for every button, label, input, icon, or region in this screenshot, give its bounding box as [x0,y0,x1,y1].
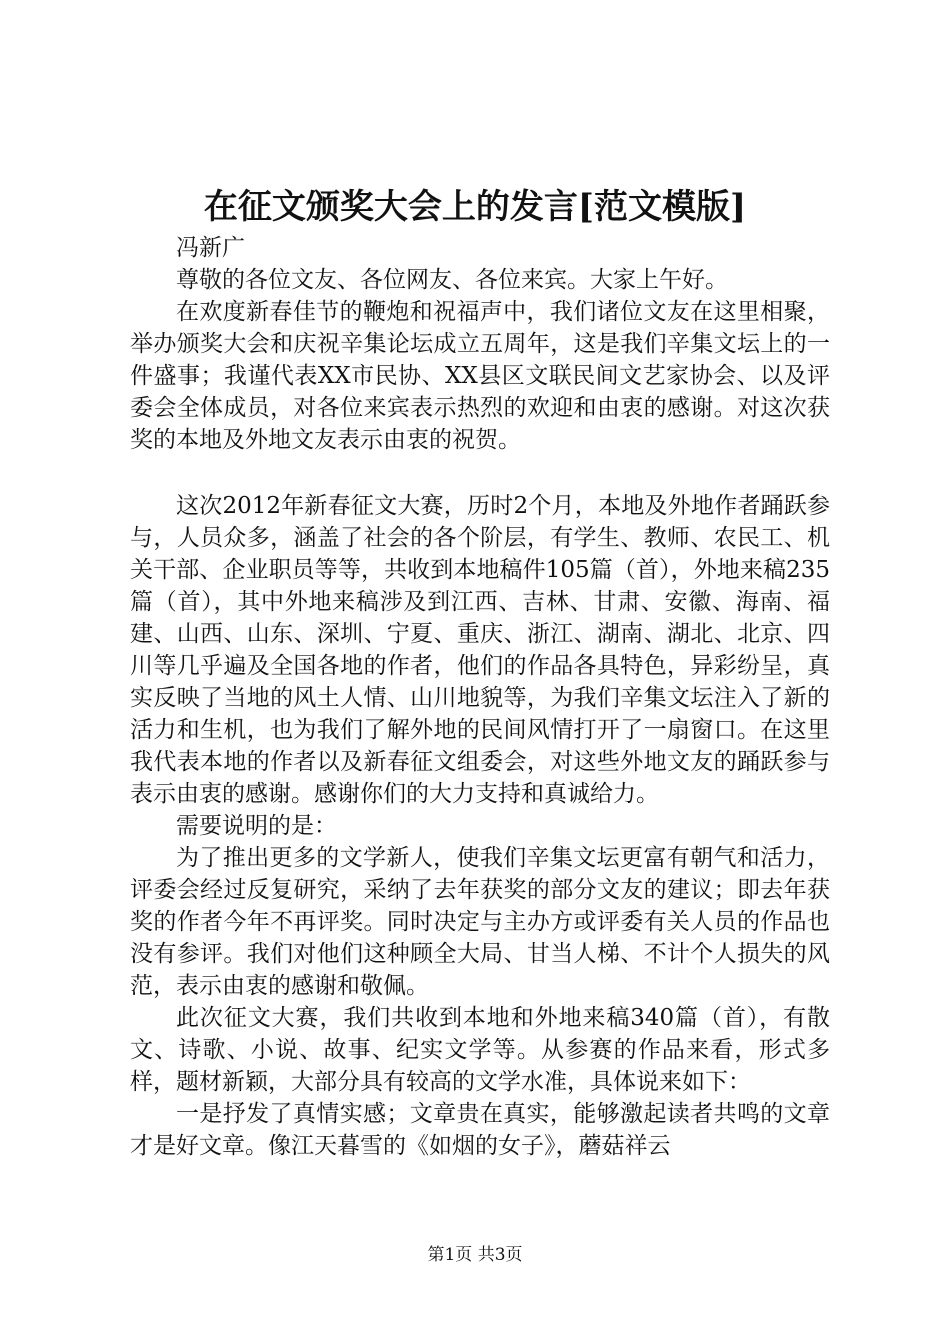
paragraph-point-one: 一是抒发了真情实感；文章贵在真实，能够激起读者共鸣的文章才是好文章。像江天暮雪的《如烟的女子》，蘑菇祥云 [130,1101,830,1159]
paragraph-greeting: 尊敬的各位文友、各位网友、各位来宾。大家上午好。 [176,267,728,293]
document-title: 在征文颁奖大会上的发言[范文模版] [203,187,747,227]
page-footer: 第1页 共3页 [427,1245,523,1265]
paragraph-evaluation-rule: 为了推出更多的文学新人，使我们辛集文坛更富有朝气和活力，评委会经过反复研究，采纳了去年获奖的部分文友的建议；即去年获奖的作者今年不再评奖。同时决定与主办方或评委有关人员的作品也没有参评。我们对他们这种顾全大局、甘当人梯、不计个人损失的风范，表示由衷的感谢和敬佩。 [130,845,830,999]
paragraph-welcome: 在欢度新春佳节的鞭炮和祝福声中，我们诸位文友在这里相聚，举办颁奖大会和庆祝辛集论坛成立五周年，这是我们辛集文坛上的一件盛事；我谨代表XX市民协、XX县区文联民间文艺家协会、以及评委会全体成员，对各位来宾表示热烈的欢迎和由衷的感谢。对这次获奖的本地及外地文友表示由衷的祝贺。 [130,299,830,453]
paragraph-contest-summary: 这次2012年新春征文大赛，历时2个月，本地及外地作者踊跃参与，人员众多，涵盖了社会的各个阶层，有学生、教师、农民工、机关干部、企业职员等等，共收到本地稿件105篇（首），外地来稿235篇（首），其中外地来稿涉及到江西、吉林、甘肃、安徽、海南、福建、山西、山东、深圳、宁夏、重庆、浙江、湖南、湖北、北京、四川等几乎遍及全国各地的作者，他们的作品各具特色，异彩纷呈，真实反映了当地的风土人情、山川地貌等，为我们辛集文坛注入了新的活力和生机，也为我们了解外地的民间风情打开了一扇窗口。在这里我代表本地的作者以及新春征文组委会，对这些外地文友的踊跃参与表示由衷的感谢。感谢你们的大力支持和真诚给力。 [130,493,830,807]
author-line: 冯新广 [176,235,245,261]
document-body [130,232,830,1162]
paragraph-submissions: 此次征文大赛，我们共收到本地和外地来稿340篇（首），有散文、诗歌、小说、故事、纪实文学等。从参赛的作品来看，形式多样，题材新颖，大部分具有较高的文学水准，具体说来如下： [130,1005,830,1095]
paragraph-note-heading: 需要说明的是： [176,813,337,839]
